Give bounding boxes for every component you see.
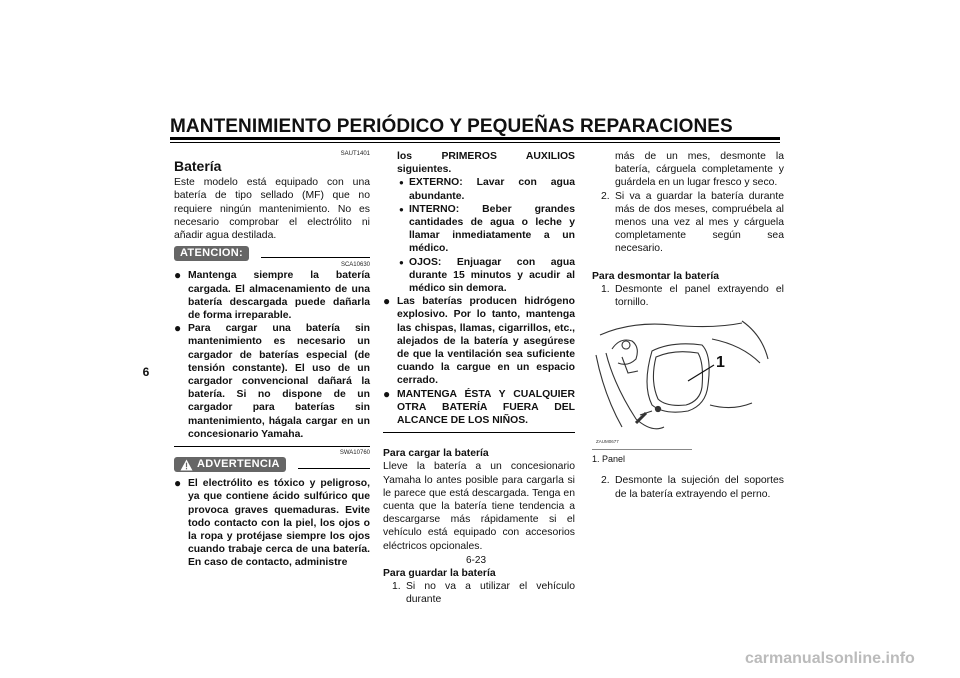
battery-panel-illustration xyxy=(592,315,784,447)
remove-step-2: 2. Desmonte la sujeción del soportes de la batería extrayendo el perno. xyxy=(601,475,784,500)
charge-paragraph: Lleve la batería a un concesionario Yamaha lo antes posible para cargarla si le parece que está descargada. Tenga en cuenta que la batería tiene tendencia a descargarse más rápidamente si el vehículo está equipado con accesorios eléctricos opcionales. xyxy=(383,461,575,552)
remove-step-1: 1. Desmonte el panel extrayendo el tornillo. xyxy=(601,283,784,309)
column-3 xyxy=(592,150,784,501)
notice-rule xyxy=(298,460,370,469)
column-2 xyxy=(383,150,575,607)
warning-triangle-icon xyxy=(180,459,193,471)
first-aid-item: ● EXTERNO: Lavar con agua abundante. xyxy=(399,177,575,202)
notice-end-rule xyxy=(174,446,370,447)
warning-item: ● MANTENGA ÉSTA Y CUALQUIER OTRA BATERÍA FUERA DEL ALCANCE DE LOS NIÑOS. xyxy=(383,386,575,427)
continued-text: los PRIMEROS AUXILIOS siguientes. xyxy=(397,151,575,176)
title-rule xyxy=(170,137,780,140)
warning-badge: ADVERTENCIA xyxy=(174,457,286,472)
remove-heading: Para desmontar la batería xyxy=(592,270,720,282)
notice-rule xyxy=(261,249,370,258)
column-1 xyxy=(174,150,370,570)
warning-code: SWA10760 xyxy=(339,450,370,457)
warning-notice xyxy=(174,457,370,472)
attention-code: SCA10630 xyxy=(340,262,370,269)
watermark[interactable]: carmanualsonline.info xyxy=(745,650,915,667)
bullet-icon: ● xyxy=(174,321,182,336)
chapter-tab: 6 xyxy=(142,365,150,379)
warning-end-rule xyxy=(383,432,575,433)
warning-item: ● El electrólito es tóxico y peligroso, ya que contiene ácido sulfúrico que provoca graves quemaduras. Evite todo contacto con la piel, los ojos o la ropa y protéjase siempre los ojos cuando trabaje cerca de una batería. En caso de contacto, administre xyxy=(174,476,370,569)
store-step-1-cont: más de un mes, desmonte la batería, cárguela completamente y guárdela en un lugar fresco y seco. xyxy=(615,151,784,189)
store-heading: Para guardar la batería xyxy=(383,567,496,579)
first-aid-item: ● OJOS: Enjuagar con agua durante 15 minutos y acudir al médico sin demora. xyxy=(399,256,575,295)
warning-item: ● Las baterías producen hidrógeno explosivo. Por lo tanto, mantenga las chispas, llamas, cigarrillos, etc., alejados de la batería y asegúrese de que la ventilación sea suficiente cuando la cargue en un espacio cerrado. xyxy=(383,294,575,387)
attention-item: ● Mantenga siempre la batería cargada. El almacenamiento de una batería descargada puede dañarla de forma irreparable. xyxy=(174,268,370,322)
small-bullet-icon: ● xyxy=(399,178,404,188)
title-rule-thin xyxy=(170,142,780,143)
bullet-icon: ● xyxy=(174,476,182,491)
figure-callout: 1 xyxy=(716,354,725,372)
intro-paragraph: Este modelo está equipado con una batería de tipo sellado (MF) que no requiere ningún mantenimiento. No es necesario comprobar el electrólito ni añadir agua destilada. xyxy=(174,177,370,242)
bullet-icon: ● xyxy=(174,268,182,283)
page-number: 6-23 xyxy=(466,555,487,566)
attention-notice xyxy=(174,246,370,261)
small-bullet-icon: ● xyxy=(399,257,404,267)
store-step-1: 1. Si no va a utilizar el vehículo durante xyxy=(392,581,575,606)
page-title: MANTENIMIENTO PERIÓDICO Y PEQUEÑAS REPARACIONES xyxy=(170,116,733,137)
scooter-panel-drawing xyxy=(592,315,784,447)
section-heading: Batería xyxy=(174,158,222,174)
figure-caption: 1. Panel xyxy=(592,449,692,466)
attention-badge: ATENCION: xyxy=(174,246,249,261)
store-step-2: 2. Si va a guardar la batería durante más de dos meses, compruébela al menos una vez al mes y cárguela completamente según sea necesario. xyxy=(601,190,784,255)
bullet-icon: ● xyxy=(383,294,391,309)
attention-item: ● Para cargar una batería sin mantenimiento es necesario un cargador de baterías especial (de tensión constante). El uso de un cargador convencional dañará la batería. Si no dispone de un cargador para baterías sin mantenimiento, hágala cargar en un concesionario Yamaha. xyxy=(174,321,370,440)
figure-code: ZAUM0677 xyxy=(596,439,619,445)
section-code: SAUT1401 xyxy=(340,151,370,157)
first-aid-item: ● INTERNO: Beber grandes cantidades de agua o leche y llamar inmediatamente a un médico. xyxy=(399,203,575,255)
bullet-icon: ● xyxy=(383,386,391,401)
small-bullet-icon: ● xyxy=(399,204,404,214)
charge-heading: Para cargar la batería xyxy=(383,448,489,460)
